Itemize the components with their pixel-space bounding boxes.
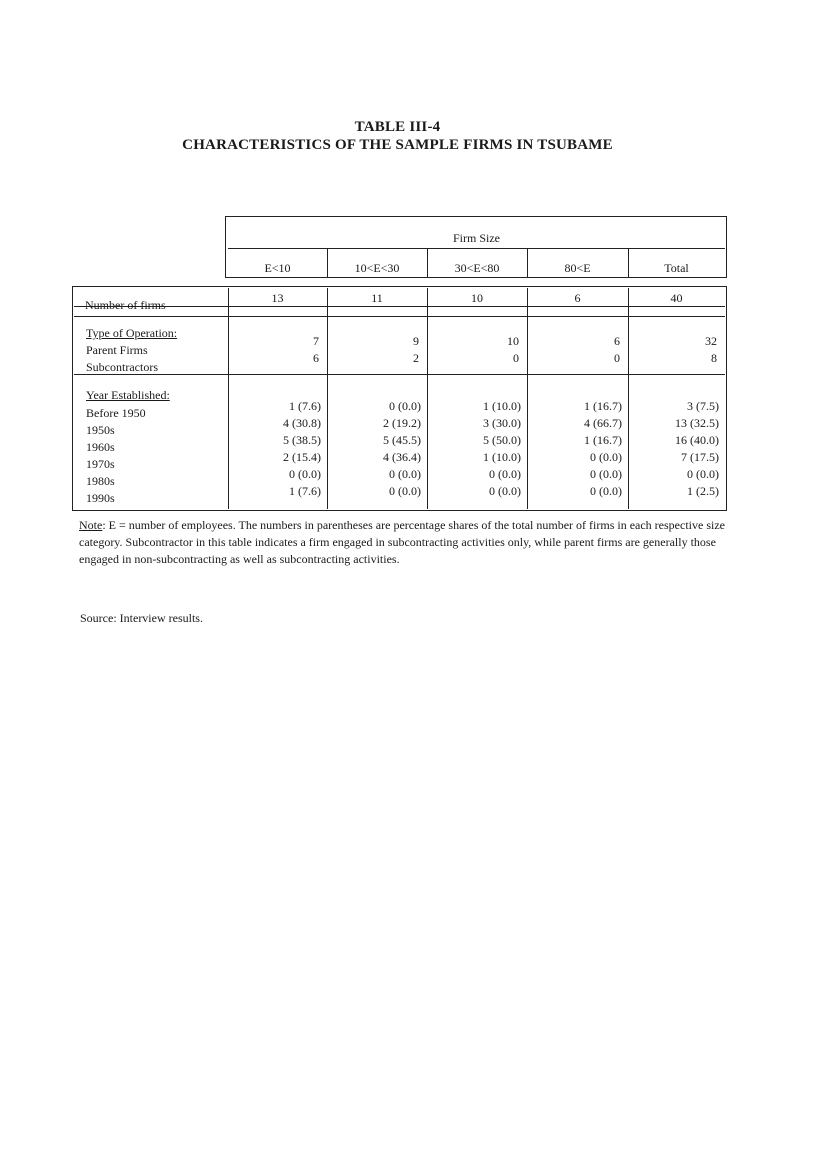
row-label: Subcontractors <box>86 360 158 374</box>
year-established-value: 0 (0.0) <box>389 484 421 498</box>
number-of-firms-value: 13 <box>271 291 284 305</box>
year-established-value: 2 (19.2) <box>383 416 421 430</box>
year-established-value: 2 (15.4) <box>283 450 321 464</box>
table-source: Source: Interview results. <box>80 611 203 625</box>
row-label: 1960s <box>86 440 115 454</box>
table-note <box>79 517 739 568</box>
year-established-value: 16 (40.0) <box>675 433 719 447</box>
year-established-value: 1 (16.7) <box>584 399 622 413</box>
year-established-value: 5 (38.5) <box>283 433 321 447</box>
year-established-value: 7 (17.5) <box>681 450 719 464</box>
column-header: Total <box>664 261 689 275</box>
year-established-value: 0 (0.0) <box>389 399 421 413</box>
row-label: Parent Firms <box>86 343 148 357</box>
row-label: 1990s <box>86 491 115 505</box>
number-of-firms-value: 6 <box>574 291 581 305</box>
year-established-value: 0 (0.0) <box>590 450 622 464</box>
type-of-operation-value: 6 <box>313 351 319 365</box>
type-of-operation-value: 7 <box>313 334 319 348</box>
year-established-value: 1 (10.0) <box>483 450 521 464</box>
row-label-number-of-firms: Number of firms <box>85 298 166 312</box>
year-established-value: 4 (36.4) <box>383 450 421 464</box>
row-label: 1980s <box>86 474 115 488</box>
year-established-value: 1 (16.7) <box>584 433 622 447</box>
year-established-value: 3 (7.5) <box>687 399 719 413</box>
type-of-operation-value: 6 <box>614 334 620 348</box>
header-divider <box>228 248 725 249</box>
section-heading-year-established: Year Established: <box>86 388 170 402</box>
row-label: Before 1950 <box>86 406 146 420</box>
section-heading-type-of-operation: Type of Operation: <box>86 326 178 340</box>
group-header-firm-size: Firm Size <box>453 231 500 245</box>
column-header: 30<E<80 <box>454 261 500 275</box>
year-established-value: 0 (0.0) <box>389 467 421 481</box>
type-of-operation-value: 0 <box>614 351 620 365</box>
number-of-firms-value: 10 <box>471 291 483 305</box>
year-established-value: 5 (50.0) <box>483 433 521 447</box>
column-header: 10<E<30 <box>354 261 400 275</box>
type-of-operation-value: 10 <box>507 334 519 348</box>
type-of-operation-value: 8 <box>711 351 717 365</box>
type-of-operation-value: 2 <box>413 351 419 365</box>
year-established-value: 13 (32.5) <box>675 416 719 430</box>
year-established-value: 5 (45.5) <box>383 433 421 447</box>
row-label: 1950s <box>86 423 115 437</box>
year-established-value: 1 (10.0) <box>483 399 521 413</box>
table-title: CHARACTERISTICS OF THE SAMPLE FIRMS IN TSUBAME <box>182 137 613 153</box>
year-established-value: 4 (66.7) <box>584 416 622 430</box>
note-label: Note <box>79 518 103 532</box>
year-established-value: 0 (0.0) <box>590 484 622 498</box>
year-established-value: 0 (0.0) <box>687 467 719 481</box>
table-number: TABLE III-4 <box>354 119 441 135</box>
year-established-value: 1 (2.5) <box>687 484 719 498</box>
type-of-operation-value: 0 <box>513 351 519 365</box>
note-text: : E = number of employees. The numbers in parentheses are percentage shares of the total number of firms in each respective size category. Subcontractor in this table indicates a firm engaged in subcontracting activities only, while parent firms are generally those engaged in non-subcontracting as well as subcontracting activities. <box>79 518 725 566</box>
year-established-value: 0 (0.0) <box>489 467 521 481</box>
row-label: 1970s <box>86 457 115 471</box>
year-established-value: 4 (30.8) <box>283 416 321 430</box>
number-of-firms-value: 40 <box>670 291 683 305</box>
type-of-operation-value: 32 <box>705 334 717 348</box>
column-header: E<10 <box>264 261 291 275</box>
year-established-value: 1 (7.6) <box>289 399 321 413</box>
year-established-value: 1 (7.6) <box>289 484 321 498</box>
year-established-value: 0 (0.0) <box>289 467 321 481</box>
year-established-value: 0 (0.0) <box>590 467 622 481</box>
type-of-operation-value: 9 <box>413 334 419 348</box>
number-of-firms-value: 11 <box>371 291 383 305</box>
year-established-value: 3 (30.0) <box>483 416 521 430</box>
year-established-value: 0 (0.0) <box>489 484 521 498</box>
column-header: 80<E <box>564 261 591 275</box>
